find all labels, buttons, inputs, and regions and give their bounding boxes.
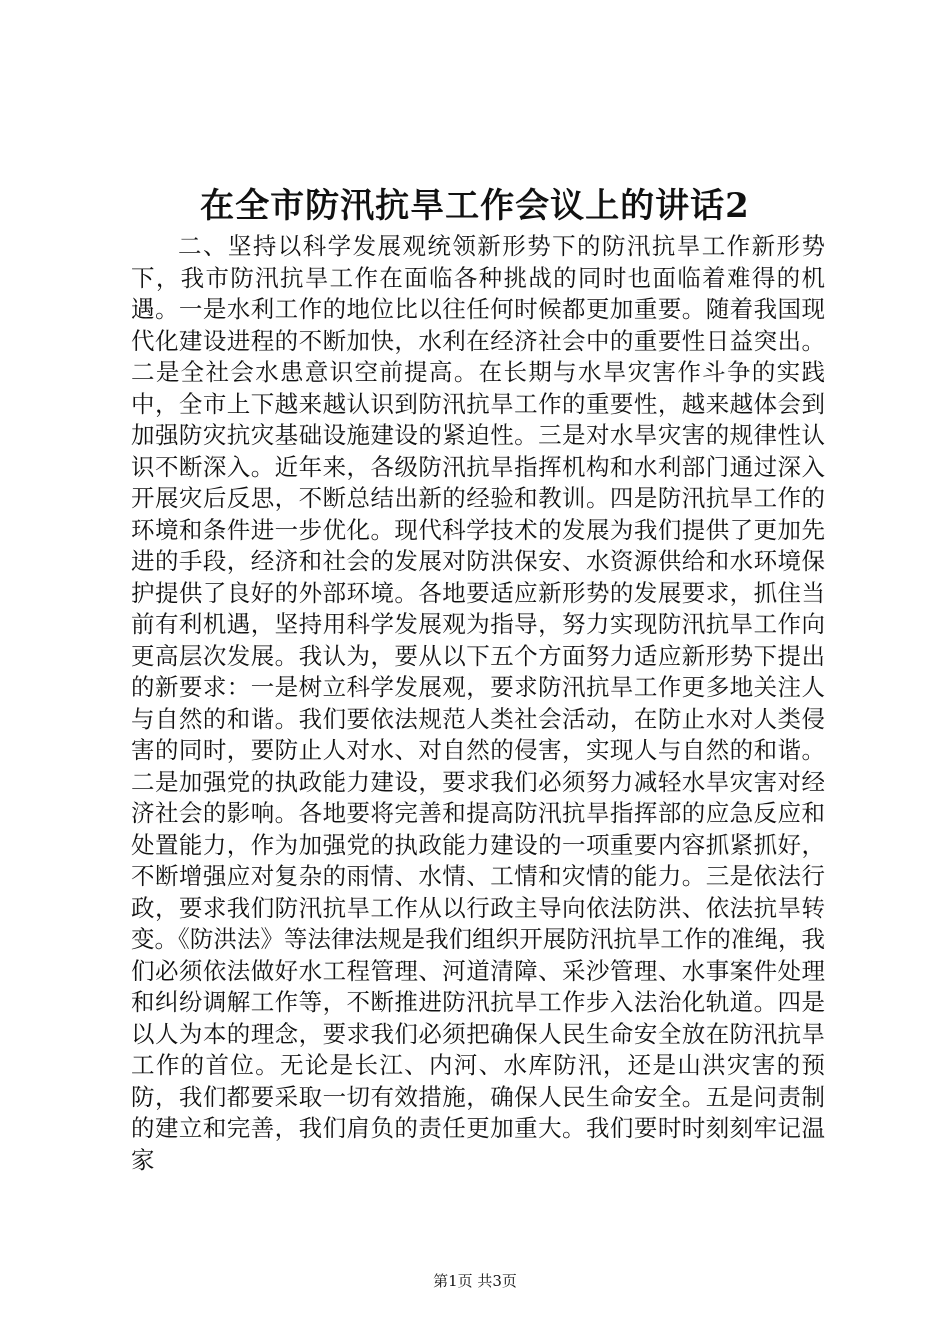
page-title: 在全市防汛抗旱工作会议上的讲话2 bbox=[200, 186, 750, 226]
page-number-footer: 第1页 共3页 bbox=[433, 1272, 517, 1290]
body-paragraph: 二、坚持以科学发展观统领新形势下的防汛抗旱工作新形势下，我市防汛抗旱工作在面临各种挑战的同时也面临着难得的机遇。一是水利工作的地位比以往任何时候都更加重要。随着我国现代化建设进程的不断加快，水利在经济社会中的重要性日益突出。二是全社会水患意识空前提高。在长期与水旱灾害作斗争的实践中，全市上下越来越认识到防汛抗旱工作的重要性，越来越体会到加强防灾抗灾基础设施建设的紧迫性。三是对水旱灾害的规律性认识不断深入。近年来，各级防汛抗旱指挥机构和水利部门通过深入开展灾后反思，不断总结出新的经验和教训。四是防汛抗旱工作的环境和条件进一步优化。现代科学技术的发展为我们提供了更加先进的手段，经济和社会的发展对防洪保安、水资源供给和水环境保护提供了良好的外部环境。各地要适应新形势的发展要求，抓住当前有利机遇，坚持用科学发展观为指导，努力实现防汛抗旱工作向更高层次发展。我认为，要从以下五个方面努力适应新形势下提出的新要求：一是树立科学发展观，要求防汛抗旱工作更多地关注人与自然的和谐。我们要依法规范人类社会活动，在防止水对人类侵害的同时，要防止人对水、对自然的侵害，实现人与自然的和谐。二是加强党的执政能力建设，要求我们必须努力减轻水旱灾害对经济社会的影响。各地要将完善和提高防汛抗旱指挥部的应急反应和处置能力，作为加强党的执政能力建设的一项重要内容抓紧抓好，不断增强应对复杂的雨情、水情、工情和灾情的能力。三是依法行政，要求我们防汛抗旱工作从以行政主导向依法防洪、依法抗旱转变。《防洪法》等法律法规是我们组织开展防汛抗旱工作的准绳，我们必须依法做好水工程管理、河道清障、采沙管理、水事案件处理和纠纷调解工作等，不断推进防汛抗旱工作步入法治化轨道。四是以人为本的理念，要求我们必须把确保人民生命安全放在防汛抗旱工作的首位。无论是长江、内河、水库防汛，还是山洪灾害的预防，我们都要采取一切有效措施，确保人民生命安全。五是问责制的建立和完善，我们肩负的责任更加重大。我们要时时刻刻牢记温家 bbox=[131, 232, 825, 1174]
